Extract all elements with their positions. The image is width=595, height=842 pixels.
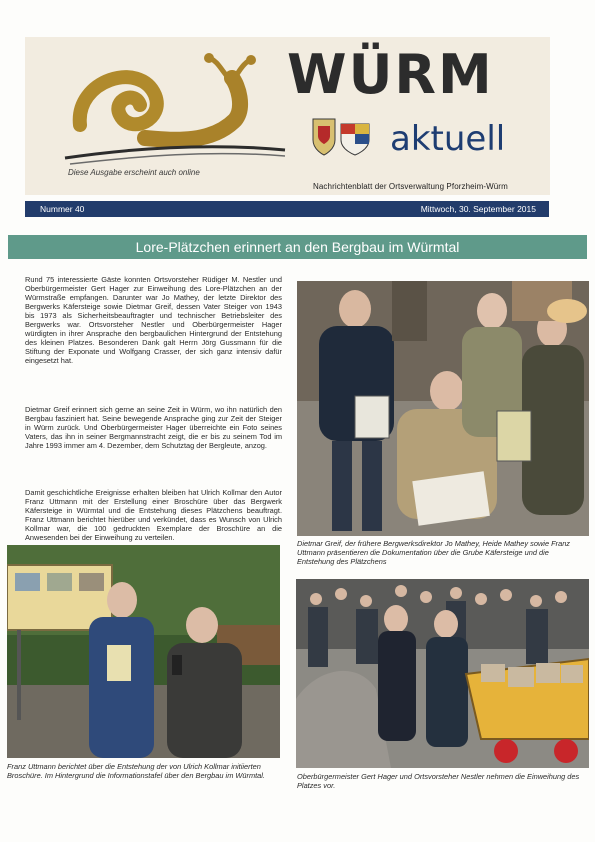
article-paragraph: Dietmar Greif erinnert sich gerne an seine Zeit in Würm, wo ihn natürlich den Bergbau fasziniert hat. Seine bewegende Ansprache ging zur Zeit der Steiger in Würm zurück. Und Oberbürgermeister Hager überreichte ein Foto seines Vaters, das ihn in seiner Bergmannstracht zeigt, die er bis zu seinem Tod im Jahre 1993 immer am 4. Dezember, dem Schutztag der Bergleute, anzog. (25, 405, 282, 451)
issue-number: Nummer 40 (40, 204, 85, 214)
snail-logo-icon (60, 50, 290, 170)
issue-date: Mittwoch, 30. September 2015 (420, 204, 536, 214)
city-crest-icon (340, 118, 370, 156)
caption-bottom-left: Franz Uttmann berichtet über die Entstehung der von Ulrich Kollmar initiierten Broschüre. Im Hintergrund die Informationstafel über den Bergbau im Würmtal. (7, 762, 265, 780)
article-headline: Lore-Plätzchen erinnert an den Bergbau im Würmtal (8, 235, 587, 259)
coat-of-arms-icon (312, 118, 336, 156)
caption-bottom-right: Oberbürgermeister Gert Hager und Ortsvorsteher Nestler nehmen die Einweihung des Platzes vor. (297, 772, 580, 790)
article-paragraph: Damit geschichtliche Ereignisse erhalten bleiben hat Ulrich Kollmar den Autor Franz Uttmann mit der Erstellung einer Broschüre über das Bergwerk Käfersteige in Würmtal und die Entstehung dieses Plätzchens beauftragt. Franz Uttmann berichtet hierüber und verkündet, dass es Wunsch von Ulrich Kollmar war, die 100 gedruckten Exemplare der Broschüre an die Anwesenden bei der Einweihung zu verteilen. (25, 488, 282, 543)
article-paragraph: Rund 75 interessierte Gäste konnten Ortsvorsteher Rüdiger M. Nestler und Oberbürgermeister Gert Hager zur Einweihung des Lore-Plätzchen an der Würmstraße empfangen. Darunter war Jo Mathey, der letzte Direktor des Bergwerks Käfersteige sowie Dietmar Greif, dessen Vater Steiger von 1943 bis 1973 als Sicherheitsbeauftragter und technischer Betriebsleiter des Bergwerks war. Ortsvorsteher Nestler und Oberbürgermeister Hager würdigten in ihrer Ansprache den bergbaulichen Hintergrund der Entstehung des kleinen Platzes. Besonderen Dank galt Herrn Jörg Gussmann für die Stiftung der Exponate und Wolfgang Crasser, der sich ganz intensiv dafür eingesetzt hat. (25, 275, 282, 366)
caption-top-right: Dietmar Greif, der frühere Bergwerksdirektor Jo Mathey, Heide Mathey sowie Franz Uttmann präsentieren die Dokumentation über die Grube Käfersteige und die Entstehung des Plätzchens (297, 539, 571, 566)
issue-bar (25, 201, 549, 217)
online-note: Diese Ausgabe erscheint auch online (68, 168, 200, 177)
masthead-title: WÜRM (287, 43, 494, 106)
masthead-subtitle: aktuell (390, 119, 506, 159)
inauguration-photo-mine-cart (296, 579, 589, 768)
publication-line: Nachrichtenblatt der Ortsverwaltung Pforzheim-Würm (313, 182, 508, 191)
speaker-photo-info-board (7, 545, 280, 758)
group-photo-documentation (297, 281, 589, 536)
